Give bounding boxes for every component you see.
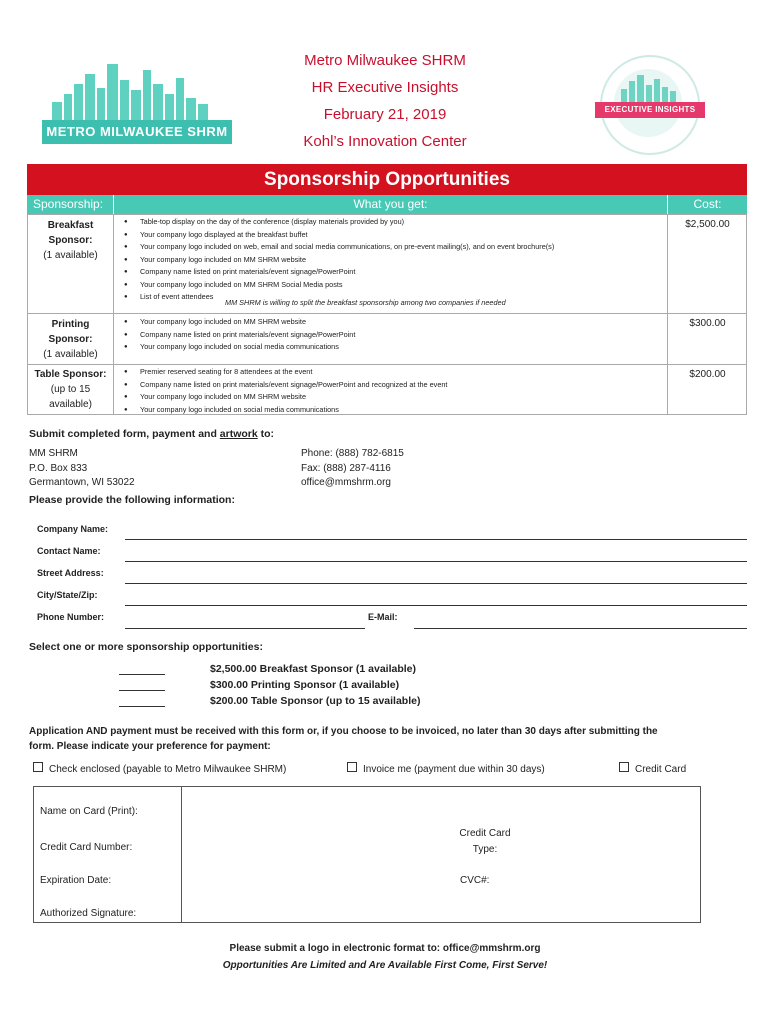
printing-option: $300.00 Printing Sponsor (1 available) — [210, 679, 400, 691]
list-item: ● Company name listed on print materials/event signage/PowerPoint — [124, 329, 355, 342]
printing-cost: $300.00 — [689, 318, 726, 329]
breakfast-sponsor-label: Breakfast Sponsor: (1 available) — [43, 220, 98, 261]
checkbox[interactable] — [33, 762, 43, 772]
street-address-label: Street Address: — [37, 568, 104, 578]
skyline-icon — [42, 60, 232, 122]
list-item: ● Premier reserved seating for 8 attendees at the event — [124, 366, 447, 379]
contact-name-field[interactable] — [125, 561, 747, 562]
table-sponsor-label: Table Sponsor: (up to 15 available) — [34, 369, 107, 410]
city-state-zip-label: City/State/Zip: — [37, 590, 98, 600]
breakfast-note: MM SHRM is willing to split the breakfast sponsorship among two companies if needed — [225, 298, 506, 307]
table-benefits-list — [114, 366, 447, 416]
contact-name-label: Contact Name: — [37, 546, 101, 556]
street-address-field[interactable] — [125, 583, 747, 584]
breakfast-select-blank[interactable] — [119, 674, 165, 675]
invoice-option[interactable]: Invoice me (payment due within 30 days) — [347, 762, 545, 775]
printing-select-blank[interactable] — [119, 690, 165, 691]
authorized-signature-label: Authorized Signature: — [40, 908, 137, 919]
cvc-label: CVC#: — [460, 875, 490, 886]
logo-band-text: METRO MILWAUKEE SHRM — [42, 120, 232, 144]
phone-number-field[interactable] — [125, 628, 365, 629]
checkbox[interactable] — [347, 762, 357, 772]
table-select-blank[interactable] — [119, 706, 165, 707]
executive-insights-logo — [595, 55, 705, 155]
payment-instructions: Application AND payment must be received with this form or, if you choose to be invoiced, no later than 30 days after submitting the form. Please indicate your preference for payment: — [29, 726, 658, 752]
email-label: E-Mail: — [368, 612, 398, 622]
company-name-field[interactable] — [125, 539, 747, 540]
header-date: February 21, 2019 — [323, 106, 447, 123]
name-on-card-label: Name on Card (Print): — [40, 806, 138, 817]
table-title: Sponsorship Opportunities — [27, 164, 747, 195]
list-item: ● Table-top display on the day of the conference (display materials provided by you) — [124, 216, 554, 229]
checkbox[interactable] — [619, 762, 629, 772]
company-name-label: Company Name: — [37, 524, 109, 534]
list-item: ● Your company logo included on MM SHRM website — [124, 391, 447, 404]
info-heading: Please provide the following information: — [29, 494, 235, 506]
col-sponsorship-header: Sponsorship: — [27, 195, 113, 214]
credit-card-option[interactable]: Credit Card — [619, 762, 686, 775]
contact-info: Phone: (888) 782-6815 Fax: (888) 287-4116 office@mmshrm.org — [301, 448, 404, 488]
skyline-icon — [615, 73, 685, 103]
metro-milwaukee-shrm-logo — [42, 60, 232, 150]
header-venue: Kohl’s Innovation Center — [303, 133, 467, 150]
printing-benefits-list — [114, 316, 355, 354]
select-heading: Select one or more sponsorship opportunities: — [29, 641, 263, 653]
col-what-header: What you get: — [114, 195, 667, 214]
list-item: ● Your company logo included on social media communications — [124, 341, 355, 354]
breakfast-option: $2,500.00 Breakfast Sponsor (1 available) — [210, 663, 417, 675]
footer-tagline: Opportunities Are Limited and Are Available First Come, First Serve! — [222, 960, 548, 971]
check-enclosed-option[interactable]: Check enclosed (payable to Metro Milwaukee SHRM) — [33, 762, 286, 775]
breakfast-cost: $2,500.00 — [685, 219, 730, 230]
header-org: Metro Milwaukee SHRM — [304, 52, 466, 69]
list-item: ● Your company logo included on web, email and social media communications, on pre-event mailing(s), and on event brochure(s) — [124, 241, 554, 254]
col-cost-header: Cost: — [668, 195, 747, 214]
list-item: ● Company name listed on print materials/event signage/PowerPoint and recognized at the event — [124, 379, 447, 392]
header-event: HR Executive Insights — [311, 79, 459, 96]
list-item: ● Your company logo included on MM SHRM website — [124, 254, 554, 267]
printing-sponsor-label: Printing Sponsor: (1 available) — [43, 319, 98, 360]
expiration-date-label: Expiration Date: — [40, 875, 112, 886]
email-field[interactable] — [414, 628, 747, 629]
table-cost: $200.00 — [689, 369, 726, 380]
card-number-label: Credit Card Number: — [40, 842, 133, 853]
phone-number-label: Phone Number: — [37, 612, 105, 622]
artwork-link: artwork — [219, 428, 258, 440]
logo-ribbon: EXECUTIVE INSIGHTS — [595, 102, 705, 118]
table-option: $200.00 Table Sponsor (up to 15 available) — [210, 695, 421, 707]
list-item: ● Your company logo included on MM SHRM website — [124, 316, 355, 329]
list-item: ● Your company logo displayed at the breakfast buffet — [124, 229, 554, 242]
card-type-label: Credit Card Type: — [459, 828, 511, 855]
submit-heading: Submit completed form, payment and artwork to: — [29, 428, 275, 440]
footer-logo-request: Please submit a logo in electronic format to: office@mmshrm.org — [229, 943, 541, 954]
list-item: ● Your company logo included on MM SHRM Social Media posts — [124, 279, 554, 292]
list-item: ● List of event attendees — [124, 291, 554, 304]
breakfast-benefits-list — [114, 216, 554, 304]
city-state-zip-field[interactable] — [125, 605, 747, 606]
list-item: ● Your company logo included on social media communications — [124, 404, 447, 417]
mailing-address: MM SHRM P.O. Box 833 Germantown, WI 53022 — [29, 448, 135, 488]
list-item: ● Company name listed on print materials/event signage/PowerPoint — [124, 266, 554, 279]
